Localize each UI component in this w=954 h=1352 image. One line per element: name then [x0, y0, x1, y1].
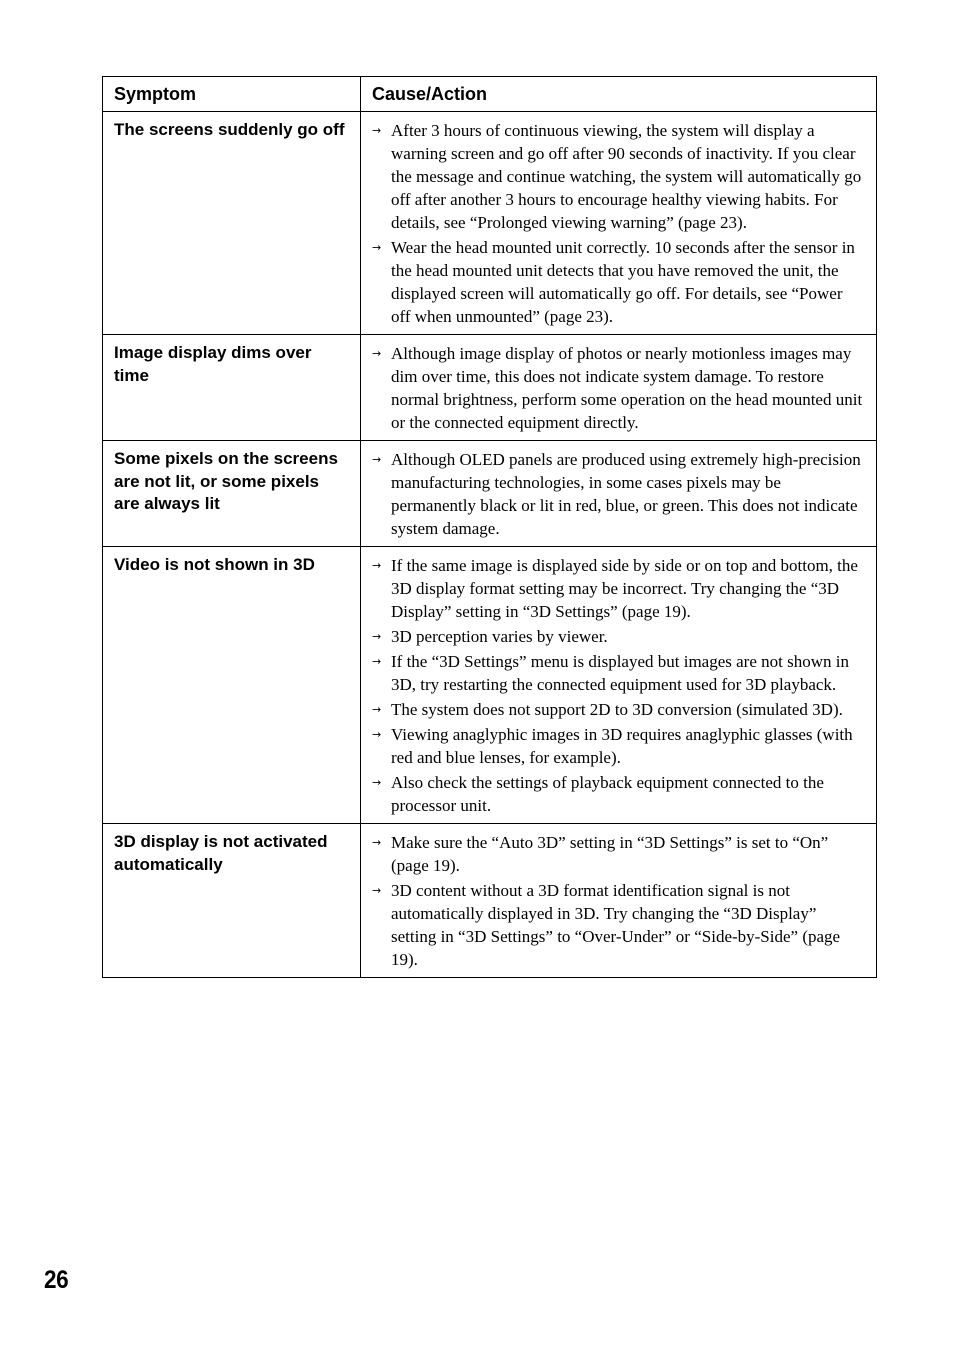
- arrow-right-icon: →: [372, 655, 382, 668]
- action-list: [372, 554, 864, 817]
- action-item: [372, 650, 864, 696]
- action-item: [372, 831, 864, 877]
- symptom-cell: Image display dims over time: [103, 335, 361, 441]
- arrow-right-icon: →: [372, 241, 382, 254]
- action-text: The system does not support 2D to 3D conversion (simulated 3D).: [391, 700, 843, 719]
- troubleshooting-table: [102, 76, 877, 978]
- symptom-cell: The screens suddenly go off: [103, 112, 361, 335]
- action-item: [372, 879, 864, 971]
- cause-action-cell: [361, 547, 877, 824]
- arrow-right-icon: →: [372, 453, 382, 466]
- action-text: Viewing anaglyphic images in 3D requires anaglyphic glasses (with red and blue lenses, for example).: [391, 725, 853, 767]
- page-number: 26: [44, 1266, 69, 1294]
- arrow-right-icon: →: [372, 884, 382, 897]
- action-text: If the “3D Settings” menu is displayed but images are not shown in 3D, try restarting the connected equipment used for 3D playback.: [391, 652, 849, 694]
- arrow-right-icon: →: [372, 347, 382, 360]
- cause-action-cell: [361, 441, 877, 547]
- symptom-cell: Video is not shown in 3D: [103, 547, 361, 824]
- table-row: [103, 824, 877, 978]
- action-text: Also check the settings of playback equipment connected to the processor unit.: [391, 773, 824, 815]
- symptom-column-header: Symptom: [103, 77, 361, 112]
- action-item: [372, 698, 864, 721]
- action-list: [372, 831, 864, 971]
- cause-action-cell: [361, 112, 877, 335]
- cause-action-column-header: Cause/Action: [361, 77, 877, 112]
- cause-action-cell: [361, 335, 877, 441]
- action-item: [372, 448, 864, 540]
- action-item: [372, 119, 864, 234]
- table-row: [103, 441, 877, 547]
- symptom-cell: 3D display is not activated automatically: [103, 824, 361, 978]
- action-text: If the same image is displayed side by side or on top and bottom, the 3D display format setting may be incorrect. Try changing the “3D Display” setting in “3D Settings” (page 19).: [391, 556, 858, 621]
- action-text: Although OLED panels are produced using extremely high-precision manufacturing technologies, in some cases pixels may be permanently black or lit in red, blue, or green. This does not indicate system damage.: [391, 450, 861, 538]
- action-item: [372, 342, 864, 434]
- arrow-right-icon: →: [372, 703, 382, 716]
- table-row: [103, 335, 877, 441]
- action-item: [372, 236, 864, 328]
- table-row: [103, 547, 877, 824]
- action-text: After 3 hours of continuous viewing, the system will display a warning screen and go off after 90 seconds of inactivity. If you clear the message and continue watching, the system will automatically go off after another 3 hours to encourage healthy viewing habits. For details, see “Prolonged viewing warning” (page 23).: [391, 121, 862, 232]
- action-list: [372, 119, 864, 328]
- arrow-right-icon: →: [372, 630, 382, 643]
- arrow-right-icon: →: [372, 559, 382, 572]
- action-item: [372, 771, 864, 817]
- arrow-right-icon: →: [372, 776, 382, 789]
- arrow-right-icon: →: [372, 728, 382, 741]
- action-item: [372, 723, 864, 769]
- action-item: [372, 554, 864, 623]
- cause-action-cell: [361, 824, 877, 978]
- symptom-cell: Some pixels on the screens are not lit, or some pixels are always lit: [103, 441, 361, 547]
- action-text: Make sure the “Auto 3D” setting in “3D Settings” is set to “On” (page 19).: [391, 833, 829, 875]
- action-list: [372, 448, 864, 540]
- action-text: Wear the head mounted unit correctly. 10 seconds after the sensor in the head mounted unit detects that you have removed the unit, the displayed screen will automatically go off. For details, see “Power off when unmounted” (page 23).: [391, 238, 855, 326]
- action-item: [372, 625, 864, 648]
- action-text: 3D content without a 3D format identification signal is not automatically displayed in 3D. Try changing the “3D Display” setting in “3D Settings” to “Over-Under” or “Side-by-Side” (page 19).: [391, 881, 841, 969]
- action-text: Although image display of photos or nearly motionless images may dim over time, this does not indicate system damage. To restore normal brightness, perform some operation on the head mounted unit or the connected equipment directly.: [391, 344, 863, 432]
- table-header-row: [103, 77, 877, 112]
- table-row: [103, 112, 877, 335]
- action-text: 3D perception varies by viewer.: [391, 627, 608, 646]
- arrow-right-icon: →: [372, 836, 382, 849]
- action-list: [372, 342, 864, 434]
- table-body: [103, 112, 877, 978]
- arrow-right-icon: →: [372, 124, 382, 137]
